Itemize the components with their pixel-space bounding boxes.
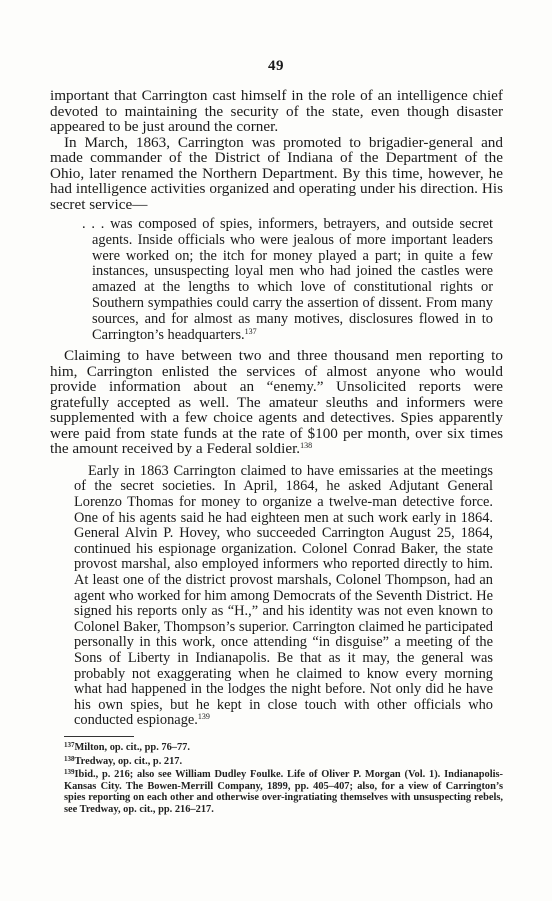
block-quote-2 xyxy=(74,464,493,729)
block-quote-2-text: Early in 1863 Carrington claimed to have emissaries at the meetings of the secret societies. In April, 1864, he asked Adjutant General Lorenzo Thomas for money to organize a twelve-man detective force. One of his agents said he had eighteen men at such work early in 1864. General Alvin P. Hovey, who succeeded Carrington August 25, 1864, continued his espionage organization. Colonel Conrad Baker, the state provost marshal, also employed informers who reported directly to him. At least one of the district provost marshals, Colonel Thompson, had an agent who worked for him among Democrats of the Seventh District. He signed his reports only as “H.,” and his identity was not even known to Colonel Baker, Thompson’s superior. Carrington claimed he participated personally in this work, once attending “in disguise” a meeting of the Sons of Liberty in Indianapolis. Be that as it may, the general was probably not exaggerating when he claimed to know every morning what had happened in the lodges the night before. Not only did he have his own spies, but he kept in close touch with other officials who conducted espionage. xyxy=(74,462,493,729)
footnote-137 xyxy=(64,740,503,754)
footnote-text: Tredway, op. cit., p. 217. xyxy=(74,755,183,767)
footnote-138 xyxy=(64,754,503,768)
footnote-text: Ibid., p. 216; also see William Dudley Foulke. Life of Oliver P. Morgan (Vol. 1). Indianapolis-Kansas City. The Bowen-Merrill Company, 1899, pp. 405–407; also, for a view of Carrington’s spies reporting on each other and otherwise over-ingratiating themselves with unsuspecting rebels, see Tredway, op. cit., pp. 216–217. xyxy=(64,769,503,815)
footnote-number: 137 xyxy=(64,740,75,749)
block-quote-1 xyxy=(82,217,493,343)
footnote-number: 138 xyxy=(64,754,75,763)
page-body xyxy=(50,88,503,816)
footnote-number: 139 xyxy=(64,768,75,777)
footnote-ref-138: 138 xyxy=(300,441,313,451)
footnote-ref-139: 139 xyxy=(197,712,210,722)
footnote-divider xyxy=(64,736,134,737)
paragraph-1: important that Carrington cast himself in the role of an intelligence chief devoted to maintaining the security of the state, even though disaster appeared to be just around the corner. xyxy=(50,87,503,135)
footnote-text: Milton, op. cit., pp. 76–77. xyxy=(74,741,190,753)
paragraph-3-text: Claiming to have between two and three thousand men reporting to him, Carrington enlisted the services of almost anyone who would provide information about an “enemy.” Unsolicited reports were gratefully accepted as well. The amateur sleuths and informers were supplemented with a few choice agents and detectives. Spies apparently were paid from state funds at the rate of $100 per month, over six times the amount received by a Federal soldier. xyxy=(50,347,503,458)
footnote-139 xyxy=(64,767,503,815)
paragraph-3 xyxy=(50,348,503,457)
page-number: 49 xyxy=(268,58,284,74)
footnote-ref-137: 137 xyxy=(244,326,257,336)
block-quote-1-text: . . . was composed of spies, informers, betrayers, and outside secret agents. Inside officials who were jealous of more important leaders were worked on; the itch for money played a part; in quite a few instances, unsuspecting loyal men who had joined the castles were amazed at the lengths to which love of constitutional rights or Southern sympathies could carry the assertion of dissent. From many sources, and for almost as many motives, disclosures flowed in to Carrington’s headquarters. xyxy=(82,216,493,343)
paragraph-2: In March, 1863, Carrington was promoted to brigadier-general and made commander of the District of Indiana of the Department of the Ohio, later renamed the Northern Department. By this time, however, he had intelligence activities organized and operating under his direction. His secret service— xyxy=(50,133,503,213)
